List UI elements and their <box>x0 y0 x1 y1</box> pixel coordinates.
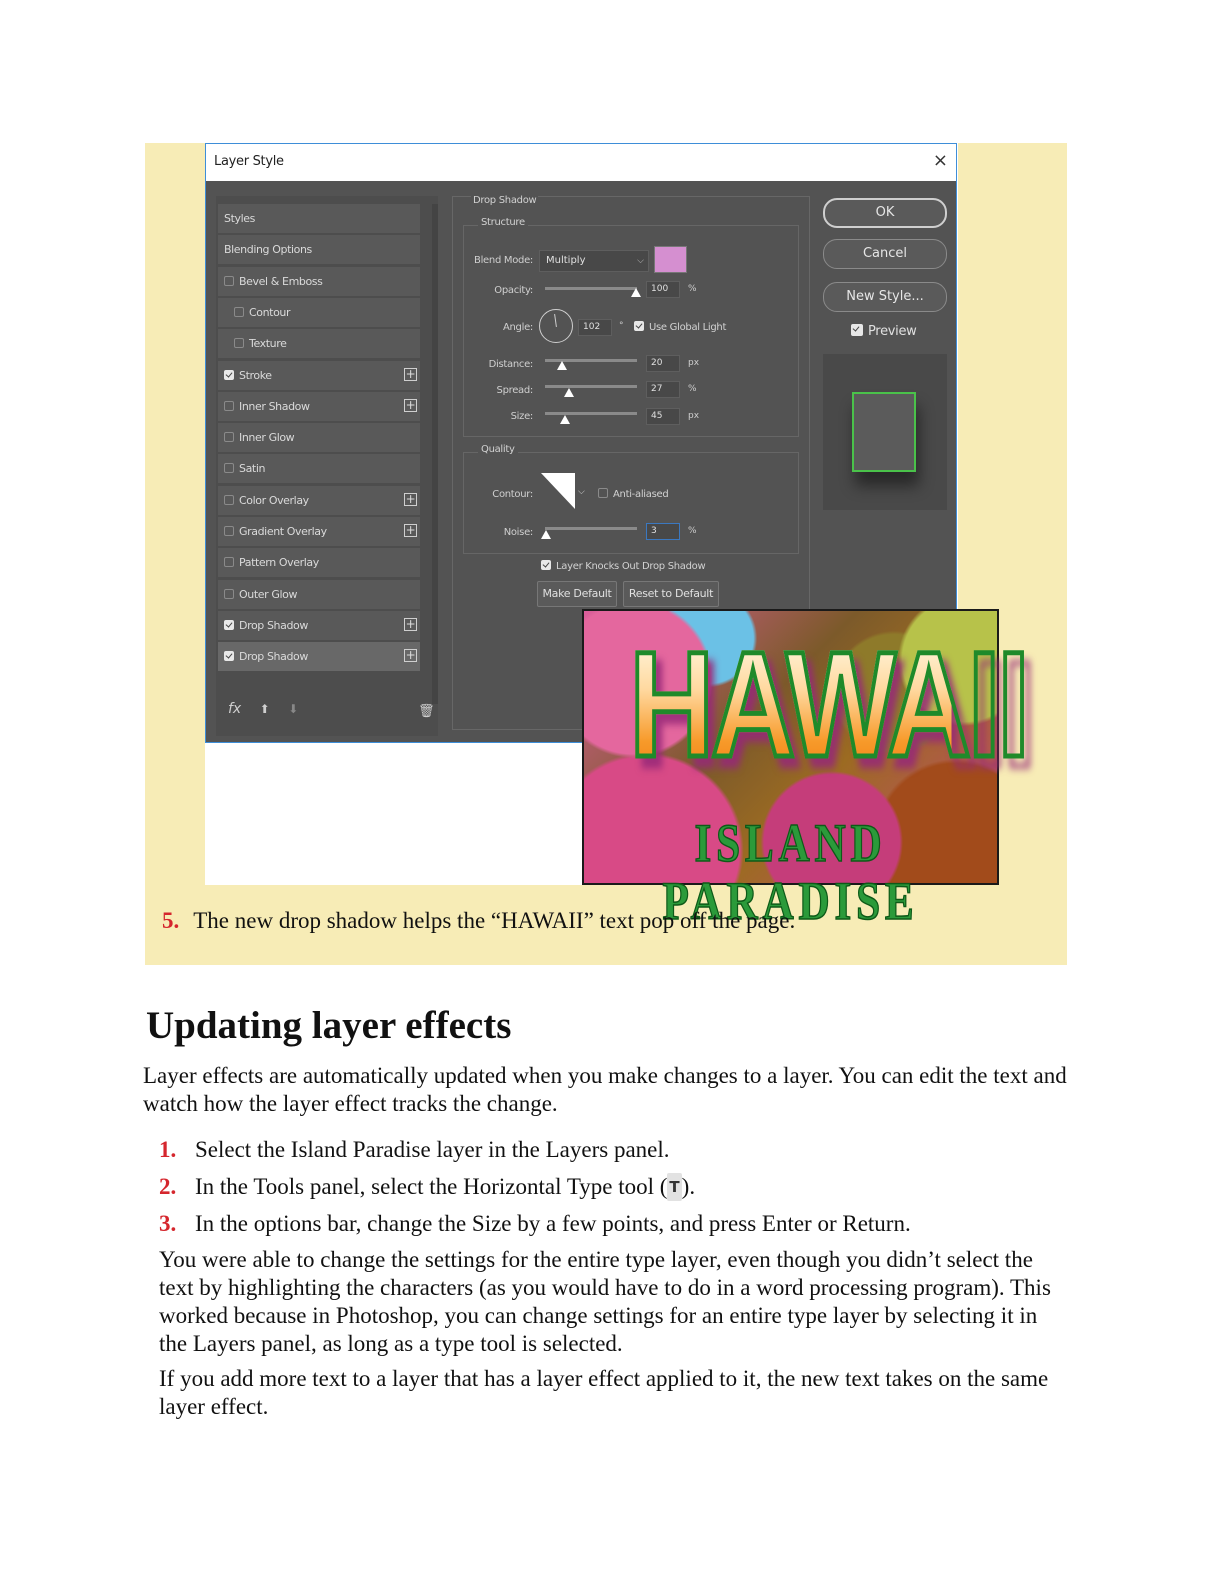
hawaii-image <box>582 609 1027 931</box>
list-item <box>159 1173 911 1210</box>
step-text-end: ). <box>681 1174 696 1199</box>
dialog-title: Layer Style <box>214 154 284 169</box>
step-number: 2. <box>159 1174 177 1199</box>
add-effect-icon[interactable]: + <box>405 616 416 631</box>
opacity-slider-thumb[interactable] <box>631 288 641 297</box>
steps-list <box>159 1136 911 1247</box>
style-item[interactable] <box>218 329 420 358</box>
preview-checkbox[interactable] <box>851 324 917 339</box>
angle-label: Angle: <box>502 322 533 333</box>
add-effect-icon[interactable]: + <box>405 397 416 412</box>
quality-heading: Quality <box>478 444 518 455</box>
check-icon <box>851 324 863 336</box>
add-effect-icon[interactable]: + <box>405 648 416 663</box>
reset-to-default-button[interactable]: Reset to Default <box>623 581 719 607</box>
size-unit: px <box>688 411 700 421</box>
checkbox-icon[interactable] <box>224 589 234 599</box>
quality-group <box>463 444 799 554</box>
style-item-label: Inner Glow <box>239 431 295 445</box>
move-down-icon[interactable]: ⬇ <box>288 702 299 716</box>
opacity-unit: % <box>688 284 697 294</box>
contour-chevron-icon[interactable]: ⌵ <box>578 487 585 497</box>
noise-unit: % <box>688 526 697 536</box>
checkbox-icon[interactable] <box>234 338 244 348</box>
distance-unit: px <box>688 358 700 368</box>
structure-heading: Structure <box>478 217 528 228</box>
figure-caption <box>162 908 795 934</box>
distance-slider-thumb[interactable] <box>557 361 567 370</box>
size-slider-track[interactable] <box>545 412 637 415</box>
intro-paragraph: Layer effects are automatically updated when you make changes to a layer. You can edit the text and watch how the layer effect tracks the change. <box>143 1063 1067 1116</box>
noise-slider-track[interactable] <box>545 527 637 530</box>
check-icon[interactable] <box>224 620 234 630</box>
angle-unit: ° <box>619 321 624 331</box>
use-global-light-checkbox[interactable] <box>634 321 726 333</box>
blend-mode-label: Blend Mode: <box>474 255 533 266</box>
add-effect-icon[interactable]: + <box>405 366 416 381</box>
style-item[interactable] <box>218 392 420 421</box>
noise-slider-thumb[interactable] <box>541 530 551 539</box>
explanation-paragraph: You were able to change the settings for the entire type layer, even though you didn’t select the text by highlighting the characters (as you would have to do in a word processing program). This worked because in Photoshop, you can change settings for an entire type layer by selecting it in the Layers panel, as long as a type tool is selected. <box>159 1247 1051 1356</box>
add-effect-icon[interactable]: + <box>405 523 416 537</box>
style-item[interactable] <box>218 204 420 233</box>
size-label: Size: <box>510 411 533 422</box>
preview-label: Preview <box>868 324 917 339</box>
contour-label: Contour: <box>492 489 533 500</box>
spread-slider-thumb[interactable] <box>564 388 574 397</box>
caption-number: 5. <box>162 908 180 933</box>
size-input[interactable]: 45 <box>646 408 680 425</box>
style-item-label: Styles <box>224 212 255 225</box>
checkbox-icon <box>598 488 608 498</box>
type-tool-icon: T <box>667 1173 681 1201</box>
style-item[interactable] <box>218 611 420 640</box>
section-title: Updating layer effects <box>146 1004 512 1047</box>
style-item-label: Texture <box>249 337 287 351</box>
make-default-button[interactable]: Make Default <box>537 581 617 607</box>
opacity-label: Opacity: <box>494 285 533 296</box>
style-preview <box>823 354 947 510</box>
checkbox-icon[interactable] <box>224 526 234 536</box>
move-up-icon[interactable]: ⬆ <box>259 702 270 716</box>
blend-mode-value: Multiply <box>546 255 586 266</box>
preview-swatch <box>852 392 916 472</box>
opacity-slider-track[interactable] <box>545 287 637 290</box>
checkbox-icon[interactable] <box>224 557 234 567</box>
style-item-label: Stroke <box>239 368 272 382</box>
noise-label: Noise: <box>503 527 533 538</box>
style-item[interactable] <box>218 642 420 671</box>
style-item[interactable] <box>218 548 420 577</box>
step-number: 1. <box>159 1137 177 1162</box>
style-item-label: Contour <box>249 305 291 319</box>
drop-shadow-heading: Drop Shadow <box>473 195 537 206</box>
style-item[interactable] <box>218 486 420 515</box>
cancel-button[interactable]: Cancel <box>823 239 947 269</box>
check-icon[interactable] <box>224 370 234 380</box>
opacity-input[interactable]: 100 <box>646 281 680 298</box>
checkbox-icon[interactable] <box>224 432 234 442</box>
styles-bottom-icons <box>228 701 298 717</box>
checkbox-icon[interactable] <box>224 463 234 473</box>
style-item-label: Drop Shadow <box>239 650 308 664</box>
check-icon <box>634 321 644 331</box>
list-item <box>159 1136 911 1173</box>
check-icon <box>541 560 551 570</box>
checkbox-icon[interactable] <box>224 401 234 411</box>
styles-scrollbar[interactable] <box>432 204 438 704</box>
style-item-label: Gradient Overlay <box>239 525 327 538</box>
spread-slider-track[interactable] <box>545 385 637 388</box>
spread-input[interactable]: 27 <box>646 381 680 398</box>
hawaii-title: HAWAII <box>629 620 1027 788</box>
style-item[interactable] <box>218 361 420 390</box>
step-text: In the options bar, change the Size by a few points, and press Enter or Return. <box>195 1211 911 1236</box>
anti-aliased-label: Anti-aliased <box>613 489 669 500</box>
style-item[interactable] <box>218 423 420 452</box>
spread-label: Spread: <box>496 385 533 396</box>
style-item-label: Color Overlay <box>239 493 309 507</box>
style-item[interactable] <box>218 517 420 546</box>
list-item <box>159 1210 911 1247</box>
add-effect-icon[interactable]: + <box>405 491 416 506</box>
knocks-out-checkbox[interactable] <box>541 560 705 572</box>
angle-input[interactable]: 102 <box>578 319 612 336</box>
noise-input[interactable]: 3 <box>646 523 680 540</box>
checkbox-icon[interactable] <box>234 307 244 317</box>
shadow-color-swatch[interactable] <box>654 246 687 273</box>
close-icon[interactable]: × <box>932 150 948 171</box>
additional-paragraph: If you add more text to a layer that has a layer effect applied to it, the new text takes on the same layer effect. <box>159 1366 1049 1419</box>
new-style-button[interactable]: New Style... <box>823 282 947 312</box>
style-item-label: Inner Shadow <box>239 399 310 413</box>
style-item-label: Drop Shadow <box>239 618 308 632</box>
island-paradise-subtitle: ISLAND PARADISE <box>662 813 919 931</box>
fx-icon[interactable]: fx <box>228 701 242 717</box>
style-item[interactable] <box>218 298 420 327</box>
style-item-label: Pattern Overlay <box>239 556 319 570</box>
style-item[interactable] <box>218 454 420 483</box>
style-item-label: Satin <box>239 462 266 476</box>
step-number: 3. <box>159 1211 177 1236</box>
blend-mode-select[interactable] <box>539 250 649 272</box>
distance-label: Distance: <box>488 359 533 370</box>
size-slider-thumb[interactable] <box>560 415 570 424</box>
anti-aliased-checkbox[interactable] <box>598 488 668 500</box>
use-global-light-label: Use Global Light <box>649 322 727 333</box>
spread-unit: % <box>688 384 697 394</box>
angle-dial[interactable] <box>539 309 573 343</box>
style-item[interactable] <box>218 580 420 609</box>
ok-button[interactable]: OK <box>823 198 947 228</box>
contour-preview[interactable] <box>541 473 575 509</box>
style-item-label: Bevel & Emboss <box>239 274 323 288</box>
step-text: Select the Island Paradise layer in the Layers panel. <box>195 1137 670 1162</box>
trash-icon[interactable]: 🗑 <box>418 704 435 719</box>
styles-list <box>216 196 438 736</box>
style-item-label: Outer Glow <box>239 587 298 601</box>
knocks-out-label: Layer Knocks Out Drop Shadow <box>556 561 706 572</box>
distance-input[interactable]: 20 <box>646 355 680 372</box>
style-item-label: Blending Options <box>224 243 312 257</box>
caption-text: The new drop shadow helps the “HAWAII” text pop off the page. <box>193 908 796 933</box>
style-item[interactable] <box>218 267 420 296</box>
checkbox-icon[interactable] <box>224 276 234 286</box>
step-text: In the Tools panel, select the Horizontal Type tool ( <box>195 1174 668 1199</box>
dialog-titlebar <box>206 144 956 181</box>
chevron-down-icon: ⌵ <box>637 256 644 266</box>
style-item[interactable] <box>218 235 420 264</box>
checkbox-icon[interactable] <box>224 495 234 505</box>
check-icon[interactable] <box>224 651 234 661</box>
